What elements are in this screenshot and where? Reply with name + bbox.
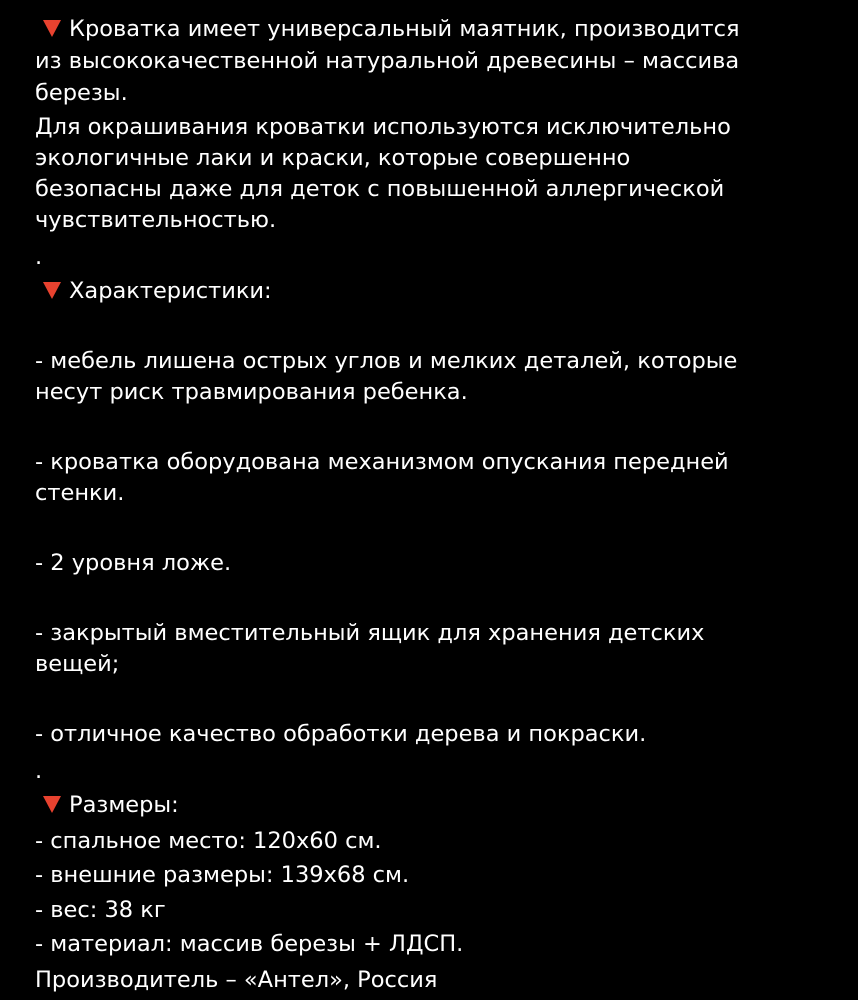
- feature-item-2-line-2: стенки.: [35, 480, 125, 506]
- description-line-7: чувствительностью.: [35, 207, 277, 233]
- red-triangle-icon: [43, 20, 61, 37]
- description-text: Кроватка имеет универсальный маятник, производится: [69, 16, 740, 42]
- separator-dot: .: [35, 758, 43, 784]
- red-triangle-icon: [43, 796, 61, 813]
- description-line-5: экологичные лаки и краски, которые совершенно: [35, 145, 631, 171]
- size-material: - материал: массив березы + ЛДСП.: [35, 931, 464, 957]
- feature-item-5: - отличное качество обработки дерева и покраски.: [35, 721, 647, 747]
- red-triangle-icon: [43, 282, 61, 299]
- description-line-1: [35, 14, 740, 44]
- features-heading: [35, 276, 272, 306]
- size-weight: - вес: 38 кг: [35, 897, 166, 923]
- feature-item-4-line-2: вещей;: [35, 651, 120, 677]
- feature-item-4-line-1: - закрытый вместительный ящик для хранения детских: [35, 620, 705, 646]
- separator-dot: .: [35, 244, 43, 270]
- size-sleeping-place: - спальное место: 120х60 см.: [35, 828, 382, 854]
- description-line-3: березы.: [35, 80, 128, 106]
- feature-item-3: - 2 уровня ложе.: [35, 550, 232, 576]
- sizes-heading: [35, 790, 179, 820]
- description-line-2: из высококачественной натуральной древесины – массива: [35, 48, 740, 74]
- size-external: - внешние размеры: 139х68 см.: [35, 862, 410, 888]
- sizes-heading-text: Размеры:: [69, 792, 179, 818]
- feature-item-2-line-1: - кроватка оборудована механизмом опускания передней: [35, 449, 729, 475]
- feature-item-1-line-2: несут риск травмирования ребенка.: [35, 379, 468, 405]
- description-line-6: безопасны даже для деток с повышенной аллергической: [35, 176, 725, 202]
- features-heading-text: Характеристики:: [69, 278, 272, 304]
- description-line-4: Для окрашивания кроватки используются исключительно: [35, 114, 731, 140]
- manufacturer: Производитель – «Антел», Россия: [35, 967, 438, 993]
- feature-item-1-line-1: - мебель лишена острых углов и мелких деталей, которые: [35, 348, 738, 374]
